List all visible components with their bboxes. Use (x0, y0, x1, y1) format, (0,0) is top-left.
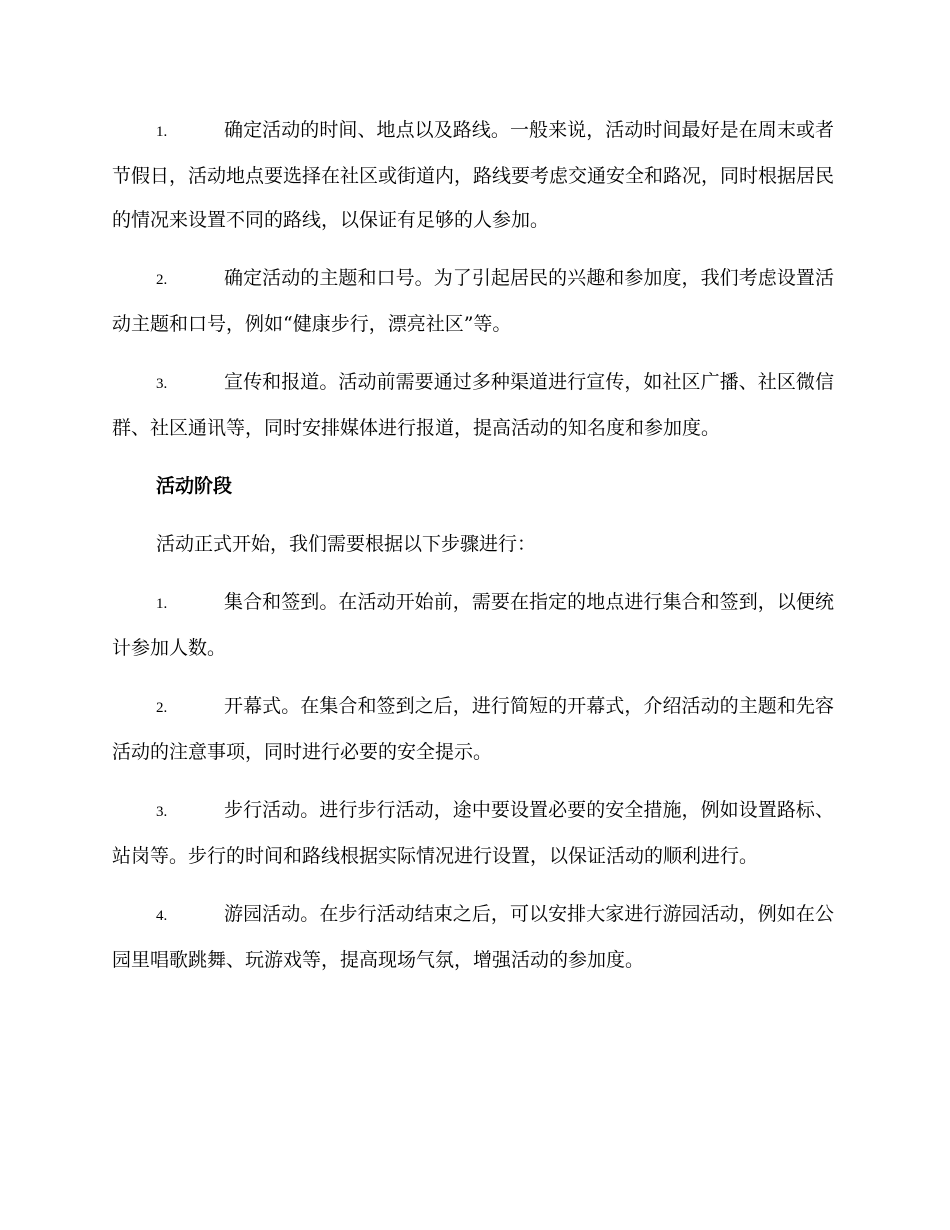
list-text: 确定活动的主题和口号。为了引起居民的兴趣和参加度，我们考虑设置活动主题和口号，例如“健康步行，漂亮社区”等。 (112, 267, 834, 335)
list-number: 3. (156, 376, 168, 392)
prep-item-3 (112, 360, 834, 450)
list-text: 确定活动的时间、地点以及路线。一般来说，活动时间最好是在周末或者节假日，活动地点要选择在社区或街道内，路线要考虑交通安全和路况，同时根据居民的情况来设置不同的路线，以保证有足够的人参加。 (112, 119, 835, 231)
list-text: 开幕式。在集合和签到之后，进行简短的开幕式，介绍活动的主题和先容活动的注意事项，同时进行必要的安全提示。 (112, 695, 834, 763)
prep-item-1 (112, 108, 834, 242)
list-text: 游园活动。在步行活动结束之后，可以安排大家进行游园活动，例如在公园里唱歌跳舞、玩游戏等，提高现场气氛，增强活动的参加度。 (112, 903, 834, 971)
list-number: 2. (156, 700, 168, 716)
list-text: 步行活动。进行步行活动，途中要设置必要的安全措施，例如设置路标、站岗等。步行的时间和路线根据实际情况进行设置，以保证活动的顺利进行。 (112, 799, 834, 867)
activity-item-1 (112, 580, 834, 670)
activity-item-4 (112, 892, 834, 982)
list-text: 集合和签到。在活动开始前，需要在指定的地点进行集合和签到，以便统计参加人数。 (112, 591, 834, 659)
list-text: 宣传和报道。活动前需要通过多种渠道进行宣传，如社区广播、社区微信群、社区通讯等，同时安排媒体进行报道，提高活动的知名度和参加度。 (112, 371, 834, 439)
list-number: 3. (156, 804, 168, 820)
prep-item-2 (112, 256, 834, 346)
list-number: 4. (156, 908, 168, 924)
list-number: 2. (156, 272, 168, 288)
section-heading: 活动阶段 (156, 475, 233, 497)
section-intro: 活动正式开始，我们需要根据以下步骤进行： (156, 533, 537, 555)
document-page (112, 108, 834, 996)
list-number: 1. (156, 596, 168, 612)
activity-item-3 (112, 788, 834, 878)
list-number: 1. (156, 124, 168, 140)
activity-item-2 (112, 684, 834, 774)
